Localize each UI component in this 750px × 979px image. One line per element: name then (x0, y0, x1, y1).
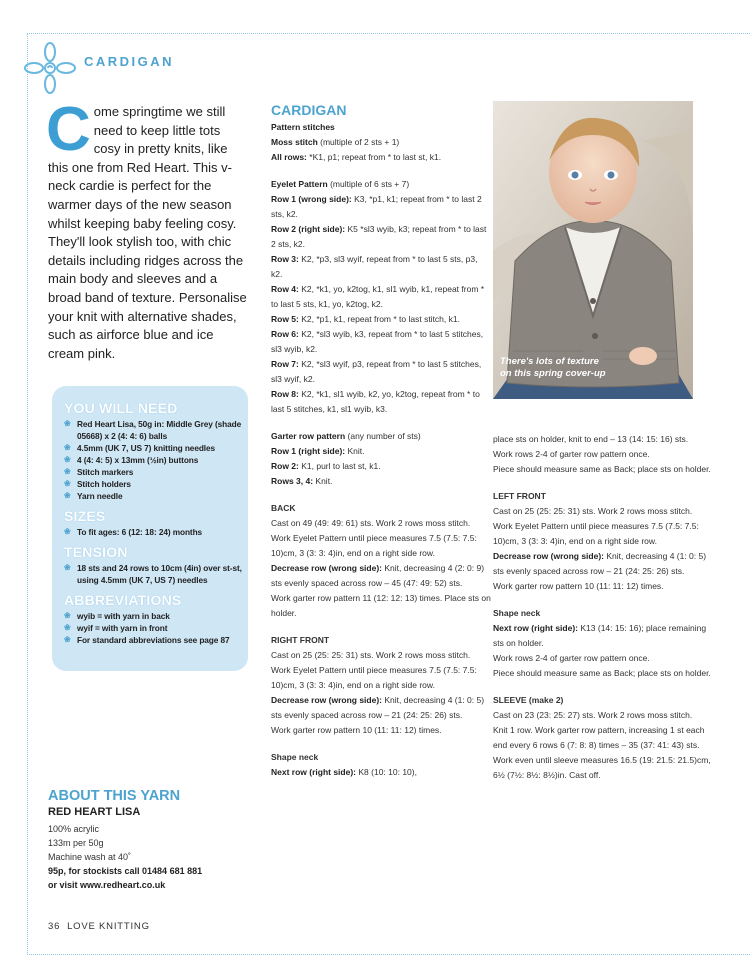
list-item: ❀ To fit ages: 6 (12: 18: 24) months (64, 526, 242, 538)
decrease-label: Decrease row (wrong side): (271, 695, 383, 705)
row-label: Row 1 (wrong side): (271, 194, 352, 204)
row-text: K2, *sl3 wyif, p3, repeat from * to last 5 stitches, sl3 wyif, k2. (271, 359, 482, 384)
allrows-label: All rows: (271, 152, 307, 162)
right-front-heading: RIGHT FRONT (271, 635, 330, 645)
row-label: Row 4: (271, 284, 299, 294)
row-label: Row 1 (right side): (271, 446, 346, 456)
left-front-text: Work Eyelet Pattern until piece measures 7.5 (7.5: 7.5: 10)cm, 3 (3: 3: 4)in, end on a right side row. (493, 521, 699, 546)
yarn-stockists: 95p, for stockists call 01484 681 881 (48, 866, 203, 876)
left-front-heading: LEFT FRONT (493, 491, 546, 501)
need-title: YOU WILL NEED (64, 400, 178, 416)
row-label: Row 8: (271, 389, 299, 399)
garter-label: Garter row pattern (271, 431, 346, 441)
list-item: ❀ Yarn needle (64, 490, 242, 502)
right-front-text: K8 (10: 10: 10), (356, 767, 417, 777)
pattern-title: CARDIGAN (271, 102, 347, 118)
yarn-name: RED HEART LISA (48, 806, 141, 818)
list-item: ❀ For standard abbreviations see page 87 (64, 634, 242, 646)
you-will-need-box (52, 386, 248, 671)
list-item: ❀ 4.5mm (UK 7, US 7) knitting needles (64, 442, 242, 454)
row-text: K2, *p1, k1, repeat from * to last stitch, k1. (298, 314, 460, 324)
eyelet-label: Eyelet Pattern (271, 179, 328, 189)
sleeve-heading: SLEEVE (make 2) (493, 695, 564, 705)
list-item: ❀ 18 sts and 24 rows to 10cm (4in) over st-st, using 4.5mm (UK 7, US 7) needles (64, 562, 242, 586)
section-label: CARDIGAN (84, 54, 175, 69)
row-text: K3, *p1, k1; repeat from * to last 2 sts, k2. (271, 194, 482, 219)
decrease-label: Decrease row (wrong side): (271, 563, 383, 573)
list-item: ❀ wyif = with yarn in front (64, 622, 242, 634)
left-front-text: Knit, decreasing 4 (1: 0: 5) sts evenly spaced across row – 21 (24: 25: 26) sts. (493, 551, 707, 576)
back-heading: BACK (271, 503, 296, 513)
right-front-text: Work Eyelet Pattern until piece measures 7.5 (7.5: 7.5: 10)cm, 3 (3: 3: 4)in, end on a right side row. (271, 665, 477, 690)
moss-label: Moss stitch (271, 137, 318, 147)
pattern-column-1 (271, 102, 491, 780)
intro-text (46, 95, 250, 363)
row-text: K2, *k1, yo, k2tog, k1, sl1 wyib, k1, repeat from * to last 5 sts, k1, yo, k2tog, k2. (271, 284, 485, 309)
decrease-label: Decrease row (wrong side): (493, 551, 605, 561)
left-front-text: Work garter row pattern 10 (11: 11: 12) times. (493, 581, 664, 591)
yarn-line: 133m per 50g (48, 838, 104, 848)
left-front-text: Piece should measure same as Back; place sts on holder. (493, 668, 711, 678)
row-label: Row 2 (right side): (271, 224, 346, 234)
photo-caption: There's lots of texture on this spring cover-up (500, 356, 606, 379)
list-item: ❀ 4 (4: 4: 5) x 13mm (½in) buttons (64, 454, 242, 466)
row-text: K2, *k1, sl1 wyib, k2, yo, k2tog, repeat from * to last 5 stitches, k1, sl1 wyib, k3. (271, 389, 480, 414)
eyelet-text: (multiple of 6 sts + 7) (327, 179, 410, 189)
yarn-website: or visit www.redheart.co.uk (48, 880, 166, 890)
back-text: Work garter row pattern 11 (12: 12: 13) times. Place sts on holder. (271, 593, 491, 618)
row-label: Row 3: (271, 254, 299, 264)
right-front-text: Piece should measure same as Back; place sts on holder. (493, 464, 711, 474)
row-text: Knit. (345, 446, 365, 456)
pattern-stitches-heading: Pattern stitches (271, 122, 335, 132)
left-front-text: Work rows 2-4 of garter row pattern once. (493, 653, 650, 663)
garter-text: (any number of sts) (345, 431, 421, 441)
right-front-text: place sts on holder, knit to end – 13 (14: 15: 16) sts. (493, 434, 689, 444)
sleeve-text: Knit 1 row. Work garter row pattern, increasing 1 st each end every 6 rows 6 (7: 8: 8) times – 35 (37: 41: 43) sts. Work even until sleeve measures 16.5 (19: 21.5: 21.5)cm, 6½ (7½: 8½: 8½)in. Cast off. (493, 725, 711, 780)
right-front-text: Work rows 2-4 of garter row pattern once. (493, 449, 650, 459)
row-text: K2, *p3, sl3 wyif, repeat from * to last 5 sts, p3, k2. (271, 254, 478, 279)
about-yarn (48, 788, 258, 892)
right-front-text: Cast on 25 (25: 25: 31) sts. Work 2 rows moss stitch. (271, 650, 471, 660)
right-front-text: Work garter row pattern 10 (11: 11: 12) times. (271, 725, 442, 735)
sleeve-text: Cast on 23 (23: 25: 27) sts. Work 2 rows moss stitch. (493, 710, 693, 720)
shape-neck-heading: Shape neck (271, 752, 319, 762)
moss-text: (multiple of 2 sts + 1) (317, 137, 400, 147)
tension-list (64, 562, 242, 586)
left-front-text: Cast on 25 (25: 25: 31) sts. Work 2 rows moss stitch. (493, 506, 693, 516)
page-number: 36 (48, 921, 61, 932)
row-label: Row 6: (271, 329, 299, 339)
row-text: K2, *sl3 wyib, k3, repeat from * to last 5 stitches, sl3 wyib, k2. (271, 329, 484, 354)
back-text: Cast on 49 (49: 49: 61) sts. Work 2 rows moss stitch. (271, 518, 471, 528)
row-label: Row 5: (271, 314, 299, 324)
row-text: K5 *sl3 wyib, k3; repeat from * to last 2 sts, k2. (271, 224, 487, 249)
tension-title: TENSION (64, 544, 128, 560)
allrows-text: *K1, p1; repeat from * to last st, k1. (306, 152, 442, 162)
sizes-list (64, 526, 242, 538)
yarn-line: Machine wash at 40˚ (48, 852, 132, 862)
magazine-name: LOVE KNITTING (67, 921, 150, 932)
next-row-label: Next row (right side): (271, 767, 357, 777)
row-text: K1, purl to last st, k1. (298, 461, 381, 471)
shape-neck-heading: Shape neck (493, 608, 541, 618)
row-label: Row 7: (271, 359, 299, 369)
intro-body: ome springtime we still need to keep little tots cosy in pretty knits, like this one from Red Heart. This v-neck cardie is perfect for the warmer days of the new season whilst keeping baby feeling cosy. They'll look stylish too, with chic details including ridges across the main body and sleeves and a broad band of texture. Personalise your knit with alternative shades, such as airforce blue and ice cream pink. (48, 104, 247, 361)
need-list (64, 418, 242, 502)
list-item: ❀ Stitch markers (64, 466, 242, 478)
list-item: ❀ Red Heart Lisa, 50g in: Middle Grey (shade 05668) x 2 (4: 4: 6) balls (64, 418, 242, 442)
flower-icon (20, 38, 80, 98)
dropcap: C (46, 95, 91, 164)
row-label: Rows 3, 4: (271, 476, 314, 486)
list-item: ❀ Stitch holders (64, 478, 242, 490)
abbreviations-list (64, 610, 242, 646)
row-text: Knit. (313, 476, 333, 486)
sizes-title: SIZES (64, 508, 106, 524)
list-item: ❀ wyib = with yarn in back (64, 610, 242, 622)
abbreviations-title: ABBREVIATIONS (64, 592, 182, 608)
page-footer (48, 921, 150, 932)
right-front-text: Knit, decreasing 4 (1: 0: 5) sts evenly spaced across row – 21 (24: 25: 26) sts. (271, 695, 485, 720)
baby-photo (493, 101, 693, 399)
row-label: Row 2: (271, 461, 299, 471)
next-row-label: Next row (right side): (493, 623, 579, 633)
pattern-column-2 (493, 432, 715, 783)
yarn-title: ABOUT THIS YARN (48, 788, 181, 804)
back-text: Knit, decreasing 4 (2: 0: 9) sts evenly spaced across row – 45 (47: 49: 52) sts. (271, 563, 485, 588)
back-text: Work Eyelet Pattern until piece measures 7.5 (7.5: 7.5: 10)cm, 3 (3: 3: 4)in, end on a right side row. (271, 533, 477, 558)
yarn-line: 100% acrylic (48, 824, 100, 834)
baby-illustration (493, 101, 693, 399)
left-front-text: K13 (14: 15: 16); place remaining sts on holder. (493, 623, 707, 648)
